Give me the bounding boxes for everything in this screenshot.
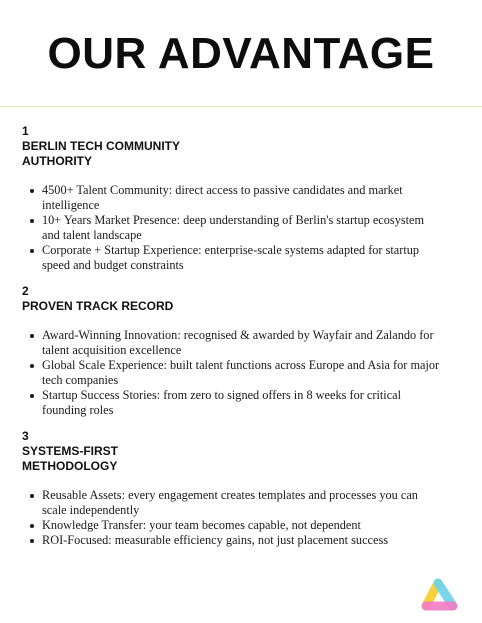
list-item-text: Award-Winning Innovation: recognised & awarded by Wayfair and Zalando for talent acquisition excellence xyxy=(42,328,434,357)
list-item xyxy=(22,518,442,533)
list-item-text: Knowledge Transfer: your team becomes capable, not dependent xyxy=(42,518,361,532)
section-methodology xyxy=(22,429,442,548)
list-item-text: Global Scale Experience: built talent functions across Europe and Asia for major tech companies xyxy=(42,358,440,387)
list-item-text: Corporate + Startup Experience: enterprise-scale systems adapted for startup speed and budget constraints xyxy=(42,243,420,272)
page-title: OUR ADVANTAGE xyxy=(47,29,435,78)
list-item xyxy=(22,328,442,358)
list-item xyxy=(22,358,442,388)
divider xyxy=(0,106,482,107)
section-number: 2 xyxy=(22,284,29,298)
list-item-text: 10+ Years Market Presence: deep understanding of Berlin's startup ecosystem and talent landscape xyxy=(42,213,425,242)
section-heading: SYSTEMS-FIRST METHODOLOGY xyxy=(22,444,119,473)
bullet-dot-icon xyxy=(30,219,34,223)
bullet-list xyxy=(22,183,442,273)
section-heading: PROVEN TRACK RECORD xyxy=(22,299,174,313)
bullet-dot-icon xyxy=(30,394,34,398)
list-item xyxy=(22,388,442,418)
list-item-text: Reusable Assets: every engagement creates templates and processes you can scale independently xyxy=(42,488,418,517)
bullet-dot-icon xyxy=(30,334,34,338)
triangle-logo-icon xyxy=(420,576,460,612)
section-community-authority xyxy=(22,124,442,273)
bullet-dot-icon xyxy=(30,364,34,368)
bullet-dot-icon xyxy=(30,524,34,528)
bullet-dot-icon xyxy=(30,189,34,193)
list-item xyxy=(22,488,442,518)
bullet-list xyxy=(22,328,442,418)
list-item-text: ROI-Focused: measurable efficiency gains, not just placement success xyxy=(42,533,389,547)
section-heading: BERLIN TECH COMMUNITY AUTHORITY xyxy=(22,139,180,168)
list-item xyxy=(22,533,442,548)
section-number: 3 xyxy=(22,429,29,443)
bullet-dot-icon xyxy=(30,539,34,543)
bullet-dot-icon xyxy=(30,249,34,253)
list-item-text: Startup Success Stories: from zero to signed offers in 8 weeks for critical founding roles xyxy=(42,388,402,417)
list-item xyxy=(22,183,442,213)
bullet-dot-icon xyxy=(30,494,34,498)
section-number: 1 xyxy=(22,124,29,138)
list-item-text: 4500+ Talent Community: direct access to passive candidates and market intelligence xyxy=(42,183,403,212)
list-item xyxy=(22,243,442,273)
list-item xyxy=(22,213,442,243)
section-track-record xyxy=(22,284,442,418)
bullet-list xyxy=(22,488,442,548)
